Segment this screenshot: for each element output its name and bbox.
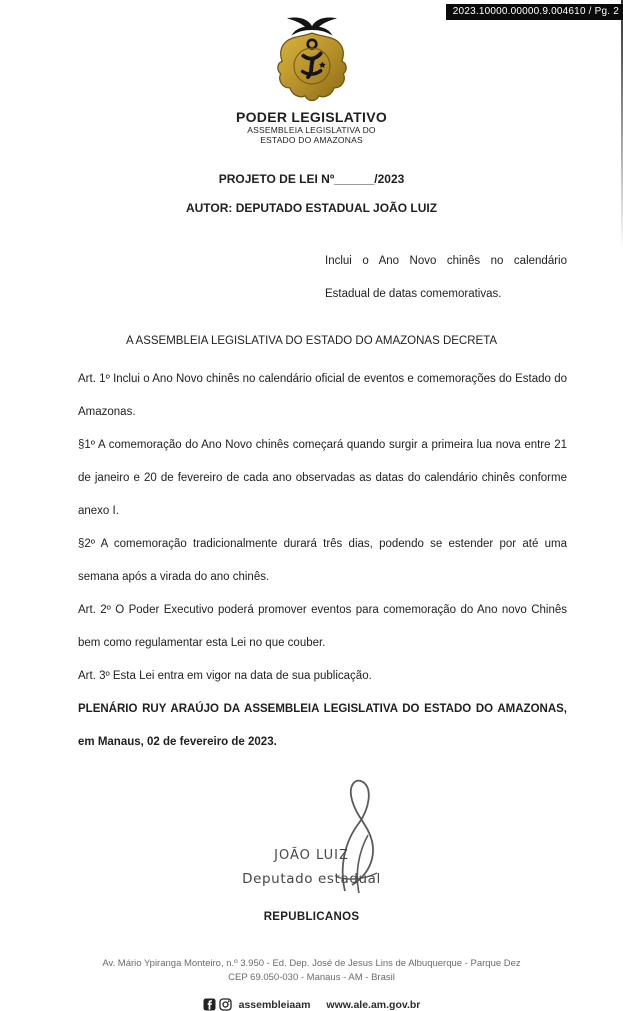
org-subtitle-2: ESTADO DO AMAZONAS — [260, 135, 363, 145]
signer-name: JOÃO LUIZ — [274, 848, 349, 863]
address-line-1: Av. Mário Ypiranga Monteiro, n.º 3.950 - Ed. Dep. José de Jesus Lins de Albuquerque - Parque Dez — [102, 958, 521, 969]
coat-of-arms-icon — [262, 12, 362, 106]
org-title: PODER LEGISLATIVO — [235, 109, 388, 125]
decree-line: A ASSEMBLEIA LEGISLATIVA DO ESTADO DO AMAZONAS DECRETA — [125, 335, 498, 347]
address-line-2: CEP 69.050-030 - Manaus - AM - Brasil — [228, 972, 395, 983]
article-1-paragraph-2: §2º A comemoração tradicionalmente durará três dias, podendo se estender por até uma semana após a virada do ano chinês. — [78, 538, 567, 583]
article-1-paragraph-1: §1º A comemoração do Ano Novo chinês começará quando surgir a primeira lua nova entre 21 de janeiro e 20 de fevereiro de cada ano observadas as datas do calendário chinês conforme anexo I. — [78, 439, 567, 517]
signer-role: Deputado estadual — [242, 871, 381, 887]
bill-number-line: PROJETO DE LEI Nº______/2023 — [218, 172, 405, 186]
facebook-icon — [203, 998, 216, 1011]
closing-statement: PLENÁRIO RUY ARAÚJO DA ASSEMBLEIA LEGISLATIVA DO ESTADO DO AMAZONAS, em Manaus, 02 de fevereiro de 2023. — [78, 703, 567, 748]
party-name: REPUBLICANOS — [263, 911, 360, 923]
social-handle: assembleiaam — [238, 998, 311, 1011]
bill-body — [78, 363, 567, 759]
article-3: Art. 3º Esta Lei entra em vigor na data de sua publicação. — [78, 670, 372, 682]
footer-address — [0, 957, 623, 985]
bill-summary: Inclui o Ano Novo chinês no calendário Estadual de datas comemorativas. — [325, 255, 567, 300]
instagram-icon — [219, 998, 232, 1011]
org-subtitle-1: ASSEMBLEIA LEGISLATIVA DO — [247, 125, 376, 135]
letterhead — [0, 0, 623, 145]
document-title — [0, 172, 623, 215]
website-url: www.ale.am.gov.br — [326, 998, 421, 1011]
author-line: AUTOR: DEPUTADO ESTADUAL JOÃO LUIZ — [185, 201, 438, 215]
footer-social-row — [0, 998, 623, 1011]
signature-block — [182, 777, 442, 895]
document-number-badge: 2023.10000.00000.9.004610 / Pg. 2 — [446, 4, 623, 20]
article-1: Art. 1º Inclui o Ano Novo chinês no calendário oficial de eventos e comemorações do Estado do Amazonas. — [78, 373, 567, 418]
article-2: Art. 2º O Poder Executivo poderá promover eventos para comemoração do Ano novo Chinês bem como regulamentar esta Lei no que couber. — [78, 604, 567, 649]
